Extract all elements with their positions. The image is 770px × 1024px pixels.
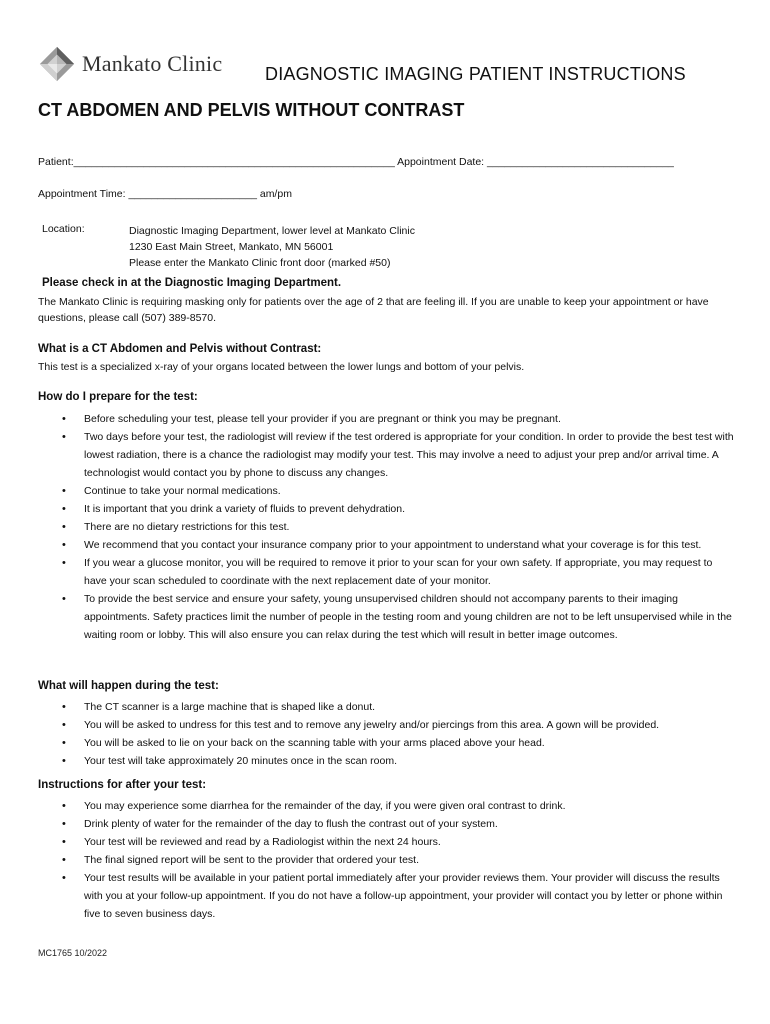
clinic-logo-text: Mankato Clinic bbox=[82, 51, 223, 76]
list-item: • You may experience some diarrhea for the remainder of the day, if you were given oral contrast to drink. bbox=[38, 797, 738, 815]
location-address bbox=[129, 223, 415, 271]
list-item: • To provide the best service and ensure your safety, young unsupervised children should not accompany parents to their imaging appointments. Safety practices limit the number of people in the testing room and young children are not to be left unsupervised while in the waiting room or lobby. This will also ensure you can relax during the test which will result in better image outcomes. bbox=[38, 590, 738, 644]
list-item: • Your test will take approximately 20 minutes once in the scan room. bbox=[38, 752, 738, 770]
during-heading: What will happen during the test: bbox=[38, 680, 219, 692]
list-item: • The final signed report will be sent to the provider that ordered your test. bbox=[38, 851, 738, 869]
list-item: • We recommend that you contact your insurance company prior to your appointment to understand what your coverage is for this test. bbox=[38, 536, 738, 554]
location-line: Please enter the Mankato Clinic front door (marked #50) bbox=[129, 257, 391, 269]
list-item: • You will be asked to lie on your back on the scanning table with your arms placed above your head. bbox=[38, 734, 738, 752]
prepare-heading: How do I prepare for the test: bbox=[38, 391, 198, 403]
what-is-text: This test is a specialized x-ray of your organs located between the lower lungs and bottom of your pelvis. bbox=[38, 361, 525, 373]
after-heading: Instructions for after your test: bbox=[38, 779, 207, 791]
list-item: • Drink plenty of water for the remainder of the day to flush the contrast out of your system. bbox=[38, 815, 738, 833]
what-is-heading: What is a CT Abdomen and Pelvis without Contrast: bbox=[38, 343, 322, 355]
checkin-heading: Please check in at the Diagnostic Imaging Department. bbox=[42, 277, 342, 289]
patient-appointment-date-line: Patient:_______________________________________________________ Appointment Date: ________________________________ bbox=[38, 156, 674, 168]
list-item: • There are no dietary restrictions for this test. bbox=[38, 518, 738, 536]
page-title: CT ABDOMEN AND PELVIS WITHOUT CONTRAST bbox=[38, 100, 465, 120]
list-item: • Your test will be reviewed and read by a Radiologist within the next 24 hours. bbox=[38, 833, 738, 851]
list-item: • Two days before your test, the radiologist will review if the test ordered is appropriate for your condition. In order to provide the best test with lowest radiation, there is a chance the radiologist may modify your test. This may involve a need to adjust your prep and/or arrival time. A technologist would contact you by phone to discuss any changes. bbox=[38, 428, 738, 482]
list-item: • Before scheduling your test, please tell your provider if you are pregnant or think you may be pregnant. bbox=[38, 410, 738, 428]
list-item: • You will be asked to undress for this test and to remove any jewelry and/or piercings from this area. A gown will be provided. bbox=[38, 716, 738, 734]
appointment-time-line: Appointment Time: ______________________ am/pm bbox=[38, 188, 292, 200]
list-item: • Continue to take your normal medications. bbox=[38, 482, 738, 500]
prepare-list bbox=[38, 410, 738, 644]
during-list bbox=[38, 698, 738, 770]
list-item: • The CT scanner is a large machine that is shaped like a donut. bbox=[38, 698, 738, 716]
location-line: Diagnostic Imaging Department, lower level at Mankato Clinic bbox=[129, 225, 415, 237]
list-item: • It is important that you drink a variety of fluids to prevent dehydration. bbox=[38, 500, 738, 518]
clinic-logo bbox=[38, 44, 222, 84]
list-item: • If you wear a glucose monitor, you will be required to remove it prior to your scan for your own safety. If appropriate, you may request to have your scan scheduled to coordinate with the next replacement date of your monitor. bbox=[38, 554, 738, 590]
document-type: DIAGNOSTIC IMAGING PATIENT INSTRUCTIONS bbox=[265, 64, 686, 84]
checkin-text: The Mankato Clinic is requiring masking only for patients over the age of 2 that are feeling ill. If you are unable to keep your appointment or have questions, please call (507) 389-8570. bbox=[38, 296, 709, 324]
list-item: • Your test results will be available in your patient portal immediately after your provider reviews them. Your provider will discuss the results with you at your follow-up appointment. If you do not have a follow-up appointment, your provider will contact you by letter or phone within five to seven business days. bbox=[38, 869, 738, 923]
location-line: 1230 East Main Street, Mankato, MN 56001 bbox=[129, 241, 334, 253]
location-label: Location: bbox=[42, 223, 85, 235]
clinic-logo-icon bbox=[38, 44, 76, 84]
form-code: MC1765 10/2022 bbox=[38, 948, 108, 958]
after-list bbox=[38, 797, 738, 923]
